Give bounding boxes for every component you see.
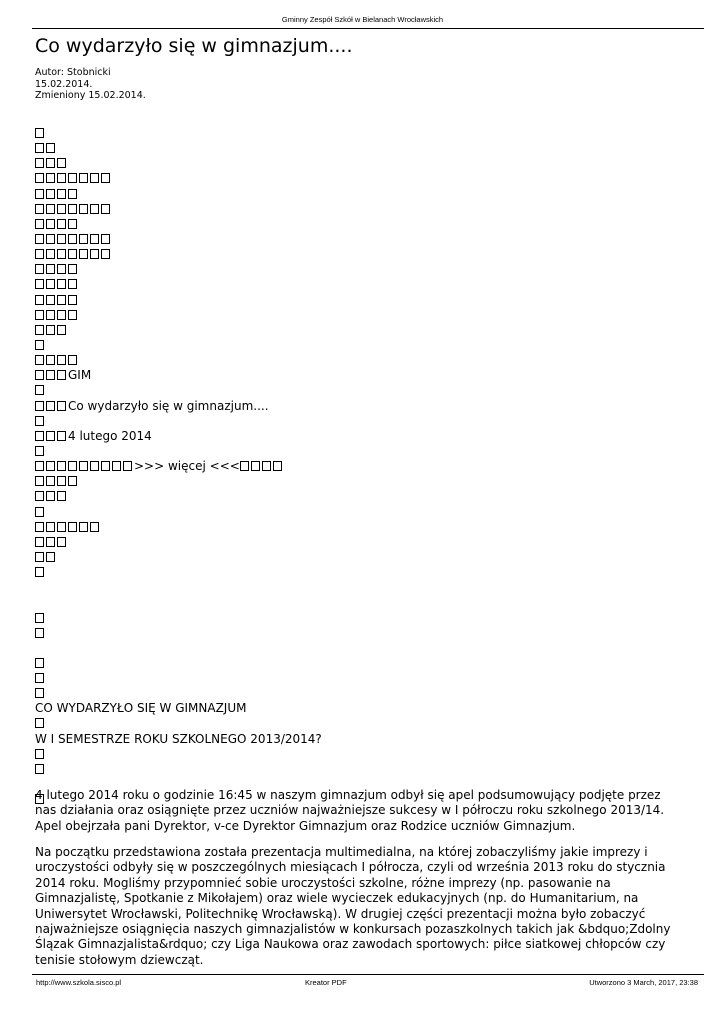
article-date: 15.02.2014. (35, 78, 93, 90)
paragraph-prezentacja: Na początku przedstawiona została prezentacja multimedialna, na której zobaczyliśmy jakie imprezy i uroczystości odbyły się w poszczególnych miesiącach I półrocza, czyli od września 2013 roku do stycznia 2014 roku. Mogliśmy przypomnieć sobie uroczystości szkolne, różne imprezy (np. pasowanie na Gimnazjalistę, Spotkanie z Mikołajem) oraz wiele wycieczek edukacyjnych (np. do Humanitarium, na Uniwersytet Wrocławski, Politechnikę Wrocławską). W drugiej części prezentacji można było zobaczyć najważniejsze osiągnięcia naszych gimnazjalistów w konkursach pozaszkolnych takich jak &bdquo;Zdolny Ślązak Gimnazjalista&rdquo; czy Liga Naukowa oraz zawodach sportowych: piłce siatkowej chłopców czy tenisie stołowym dziewcząt. (35, 845, 671, 967)
paragraph-apel: 4 lutego 2014 roku o godzinie 16:45 w naszym gimnazjum odbył się apel podsumowujący podjęte przez nas działania oraz osiągnięte przez uczniów najważniejsze sukcesy w I półroczu roku szkolnego 2013/14. Apel obejrzała pani Dyrektor, v-ce Dyrektor Gimnazjum oraz Rodzice uczniów Gimnazjum. (35, 788, 665, 833)
missing-glyph-box (35, 613, 44, 623)
missing-glyph-box (57, 461, 66, 471)
text-line (35, 323, 322, 338)
missing-glyph-box (57, 173, 66, 183)
text-line (35, 580, 322, 595)
missing-glyph-box (35, 718, 44, 728)
missing-glyph-box (68, 204, 77, 214)
missing-glyph-box (46, 249, 55, 259)
missing-glyph-box (57, 249, 66, 259)
footer-created: Utworzono 3 March, 2017, 23:38 (589, 978, 698, 987)
footer-generator: Kreator PDF (305, 978, 347, 987)
missing-glyph-box (57, 295, 66, 305)
missing-glyph-box (57, 491, 66, 501)
missing-glyph-box (79, 461, 88, 471)
missing-glyph-box (57, 522, 66, 532)
missing-glyph-box (57, 279, 66, 289)
missing-glyph-box (46, 522, 55, 532)
missing-glyph-box (251, 461, 260, 471)
missing-glyph-box (68, 173, 77, 183)
text-line (35, 671, 322, 686)
missing-glyph-box (79, 204, 88, 214)
article-modified: Zmieniony 15.02.2014. (35, 90, 146, 101)
missing-glyph-box (68, 522, 77, 532)
text-line (35, 399, 322, 414)
text-line (35, 308, 322, 323)
missing-glyph-box (46, 264, 55, 274)
missing-glyph-box (46, 401, 55, 411)
text-line (35, 414, 322, 429)
text-line (35, 338, 322, 353)
garbled-lines (35, 126, 322, 807)
missing-glyph-box (90, 461, 99, 471)
text-line (35, 277, 322, 292)
line-text: W I SEMESTRZE ROKU SZKOLNEGO 2013/2014? (35, 731, 322, 746)
missing-glyph-box (46, 370, 55, 380)
missing-glyph-box (35, 158, 44, 168)
missing-glyph-box (35, 340, 44, 350)
missing-glyph-box (101, 249, 110, 259)
text-line (35, 217, 322, 232)
missing-glyph-box (262, 461, 271, 471)
missing-glyph-box (35, 249, 44, 259)
text-line (35, 505, 322, 520)
text-line (35, 520, 322, 535)
missing-glyph-box (68, 355, 77, 365)
missing-glyph-box (240, 461, 249, 471)
text-line (35, 247, 322, 262)
text-line (35, 368, 322, 383)
missing-glyph-box (46, 173, 55, 183)
missing-glyph-box (46, 143, 55, 153)
missing-glyph-box (35, 264, 44, 274)
missing-glyph-box (273, 461, 282, 471)
article-title: Co wydarzyło się w gimnazjum.... (35, 35, 353, 57)
missing-glyph-box (46, 325, 55, 335)
missing-glyph-box (35, 537, 44, 547)
missing-glyph-box (68, 476, 77, 486)
missing-glyph-box (68, 219, 77, 229)
missing-glyph-box (35, 522, 44, 532)
missing-glyph-box (79, 173, 88, 183)
missing-glyph-box (35, 552, 44, 562)
text-line (35, 626, 322, 641)
text-line (35, 459, 322, 474)
article-meta (35, 67, 146, 102)
missing-glyph-box (35, 370, 44, 380)
text-line (35, 762, 322, 777)
missing-glyph-box (35, 673, 44, 683)
missing-glyph-box (90, 173, 99, 183)
missing-glyph-box (68, 461, 77, 471)
missing-glyph-box (35, 310, 44, 320)
missing-glyph-box (35, 234, 44, 244)
missing-glyph-box (35, 401, 44, 411)
missing-glyph-box (35, 491, 44, 501)
missing-glyph-box (57, 355, 66, 365)
missing-glyph-box (57, 431, 66, 441)
missing-glyph-box (46, 431, 55, 441)
text-line (35, 126, 322, 141)
missing-glyph-box (90, 204, 99, 214)
missing-glyph-box (35, 749, 44, 759)
text-line (35, 535, 322, 550)
text-line (35, 747, 322, 762)
line-text: >>> więcej <<< (134, 459, 240, 474)
missing-glyph-box (35, 476, 44, 486)
missing-glyph-box (35, 658, 44, 668)
missing-glyph-box (57, 219, 66, 229)
missing-glyph-box (35, 385, 44, 395)
text-line (35, 187, 322, 202)
page-header: Gminny Zespół Szkół w Bielanach Wrocławskich (281, 15, 444, 24)
missing-glyph-box (57, 325, 66, 335)
missing-glyph-box (35, 355, 44, 365)
missing-glyph-box (46, 552, 55, 562)
text-line (35, 686, 322, 701)
missing-glyph-box (68, 234, 77, 244)
missing-glyph-box (101, 234, 110, 244)
text-line (35, 353, 322, 368)
missing-glyph-box (57, 537, 66, 547)
text-line (35, 595, 322, 610)
text-line (35, 489, 322, 504)
missing-glyph-box (90, 234, 99, 244)
text-line (35, 141, 322, 156)
missing-glyph-box (35, 128, 44, 138)
missing-glyph-box (90, 522, 99, 532)
text-line (35, 474, 322, 489)
missing-glyph-box (46, 204, 55, 214)
missing-glyph-box (35, 507, 44, 517)
missing-glyph-box (35, 295, 44, 305)
missing-glyph-box (35, 628, 44, 638)
missing-glyph-box (101, 204, 110, 214)
missing-glyph-box (46, 461, 55, 471)
missing-glyph-box (46, 295, 55, 305)
missing-glyph-box (35, 431, 44, 441)
line-text: CO WYDARZYŁO SIĘ W GIMNAZJUM (35, 701, 247, 716)
article-author: Autor: Stobnicki (35, 67, 111, 78)
text-line (35, 732, 322, 747)
missing-glyph-box (57, 204, 66, 214)
missing-glyph-box (57, 234, 66, 244)
missing-glyph-box (35, 189, 44, 199)
missing-glyph-box (68, 279, 77, 289)
missing-glyph-box (79, 234, 88, 244)
missing-glyph-box (46, 158, 55, 168)
text-line (35, 550, 322, 565)
text-line (35, 202, 322, 217)
missing-glyph-box (68, 249, 77, 259)
missing-glyph-box (57, 189, 66, 199)
missing-glyph-box (35, 325, 44, 335)
footer-url: http://www.szkola.sisco.pl (36, 978, 122, 987)
missing-glyph-box (112, 461, 121, 471)
missing-glyph-box (35, 143, 44, 153)
line-text: GIM (68, 368, 92, 383)
missing-glyph-box (46, 537, 55, 547)
text-line (35, 565, 322, 580)
text-line (35, 156, 322, 171)
missing-glyph-box (35, 173, 44, 183)
missing-glyph-box (35, 279, 44, 289)
text-line (35, 444, 322, 459)
missing-glyph-box (79, 522, 88, 532)
missing-glyph-box (35, 688, 44, 698)
missing-glyph-box (57, 158, 66, 168)
line-text: 4 lutego 2014 (68, 428, 152, 443)
footer-rule (32, 974, 704, 975)
missing-glyph-box (123, 461, 132, 471)
text-line (35, 171, 322, 186)
missing-glyph-box (35, 567, 44, 577)
missing-glyph-box (57, 310, 66, 320)
text-line (35, 383, 322, 398)
missing-glyph-box (46, 355, 55, 365)
missing-glyph-box (68, 264, 77, 274)
missing-glyph-box (57, 370, 66, 380)
missing-glyph-box (46, 491, 55, 501)
text-line (35, 429, 322, 444)
missing-glyph-box (35, 446, 44, 456)
missing-glyph-box (46, 476, 55, 486)
missing-glyph-box (35, 461, 44, 471)
text-line (35, 641, 322, 656)
missing-glyph-box (46, 279, 55, 289)
missing-glyph-box (101, 173, 110, 183)
line-text: Co wydarzyło się w gimnazjum.... (68, 398, 269, 413)
missing-glyph-box (68, 189, 77, 199)
text-line (35, 656, 322, 671)
missing-glyph-box (35, 219, 44, 229)
missing-glyph-box (79, 249, 88, 259)
missing-glyph-box (57, 264, 66, 274)
missing-glyph-box (68, 310, 77, 320)
text-line (35, 293, 322, 308)
missing-glyph-box (57, 401, 66, 411)
missing-glyph-box (68, 295, 77, 305)
missing-glyph-box (35, 764, 44, 774)
text-line (35, 232, 322, 247)
missing-glyph-box (57, 476, 66, 486)
missing-glyph-box (46, 219, 55, 229)
text-line (35, 716, 322, 731)
missing-glyph-box (46, 310, 55, 320)
text-line (35, 262, 322, 277)
text-line (35, 701, 322, 716)
missing-glyph-box (46, 189, 55, 199)
missing-glyph-box (90, 249, 99, 259)
missing-glyph-box (101, 461, 110, 471)
text-line (35, 611, 322, 626)
missing-glyph-box (35, 204, 44, 214)
missing-glyph-box (46, 234, 55, 244)
header-rule (32, 28, 704, 29)
missing-glyph-box (35, 416, 44, 426)
